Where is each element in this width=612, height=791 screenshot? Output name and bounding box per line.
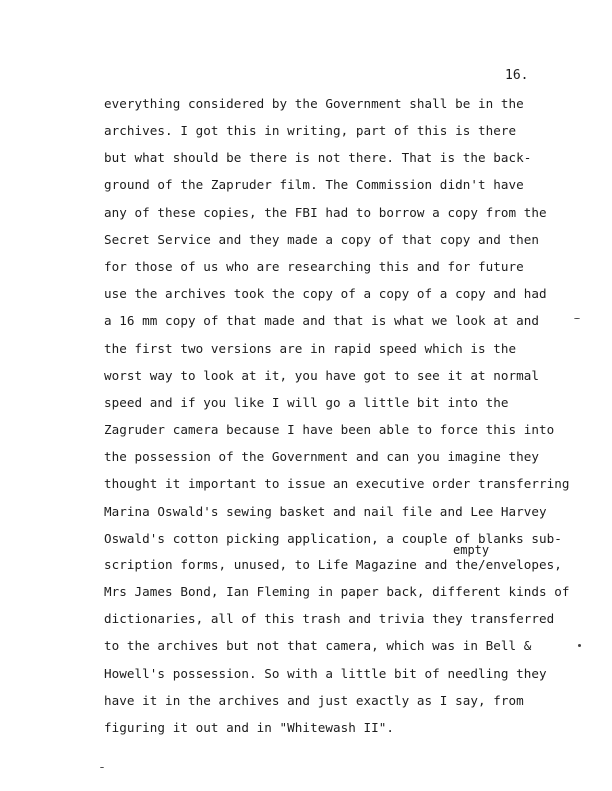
text-line: the first two versions are in rapid speed which is the bbox=[104, 341, 517, 356]
scan-speck bbox=[578, 644, 581, 647]
text-line: Secret Service and they made a copy of that copy and then bbox=[104, 232, 540, 247]
text-line: Zagruder camera because I have been able to force this into bbox=[104, 422, 555, 437]
text-line: have it in the archives and just exactly as I say, from bbox=[104, 693, 524, 708]
text-line: Oswald's cotton picking application, a couple of blanks sub- bbox=[104, 531, 562, 546]
text-line: everything considered by the Government shall be in the bbox=[104, 96, 524, 111]
text-line: Marina Oswald's sewing basket and nail file and Lee Harvey bbox=[104, 504, 547, 519]
text-line: the possession of the Government and can you imagine they bbox=[104, 449, 540, 464]
text-line: worst way to look at it, you have got to see it at normal bbox=[104, 368, 540, 383]
text-line: to the archives but not that camera, which was in Bell & bbox=[104, 638, 532, 653]
text-line: thought it important to issue an executive order transferring bbox=[104, 476, 570, 491]
scan-speck bbox=[100, 767, 104, 768]
handwritten-insert: empty bbox=[453, 543, 490, 557]
page-number: 16. bbox=[505, 68, 529, 83]
text-line: but what should be there is not there. That is the back- bbox=[104, 150, 532, 165]
text-line: any of these copies, the FBI had to borrow a copy from the bbox=[104, 205, 547, 220]
text-line: archives. I got this in writing, part of this is there bbox=[104, 123, 517, 138]
text-line: Mrs James Bond, Ian Fleming in paper back, different kinds of bbox=[104, 584, 570, 599]
scan-speck bbox=[574, 318, 580, 319]
text-line: ground of the Zapruder film. The Commission didn't have bbox=[104, 177, 524, 192]
text-line: Howell's possession. So with a little bit of needling they bbox=[104, 666, 547, 681]
text-line: for those of us who are researching this and for future bbox=[104, 259, 524, 274]
text-line: scription forms, unused, to Life Magazine and the/envelopes, bbox=[104, 557, 562, 572]
text-line: use the archives took the copy of a copy of a copy and had bbox=[104, 286, 547, 301]
text-line: dictionaries, all of this trash and trivia they transferred bbox=[104, 611, 555, 626]
text-line: speed and if you like I will go a little bit into the bbox=[104, 395, 509, 410]
text-line: a 16 mm copy of that made and that is what we look at and bbox=[104, 313, 540, 328]
text-line: figuring it out and in "Whitewash II". bbox=[104, 720, 395, 735]
